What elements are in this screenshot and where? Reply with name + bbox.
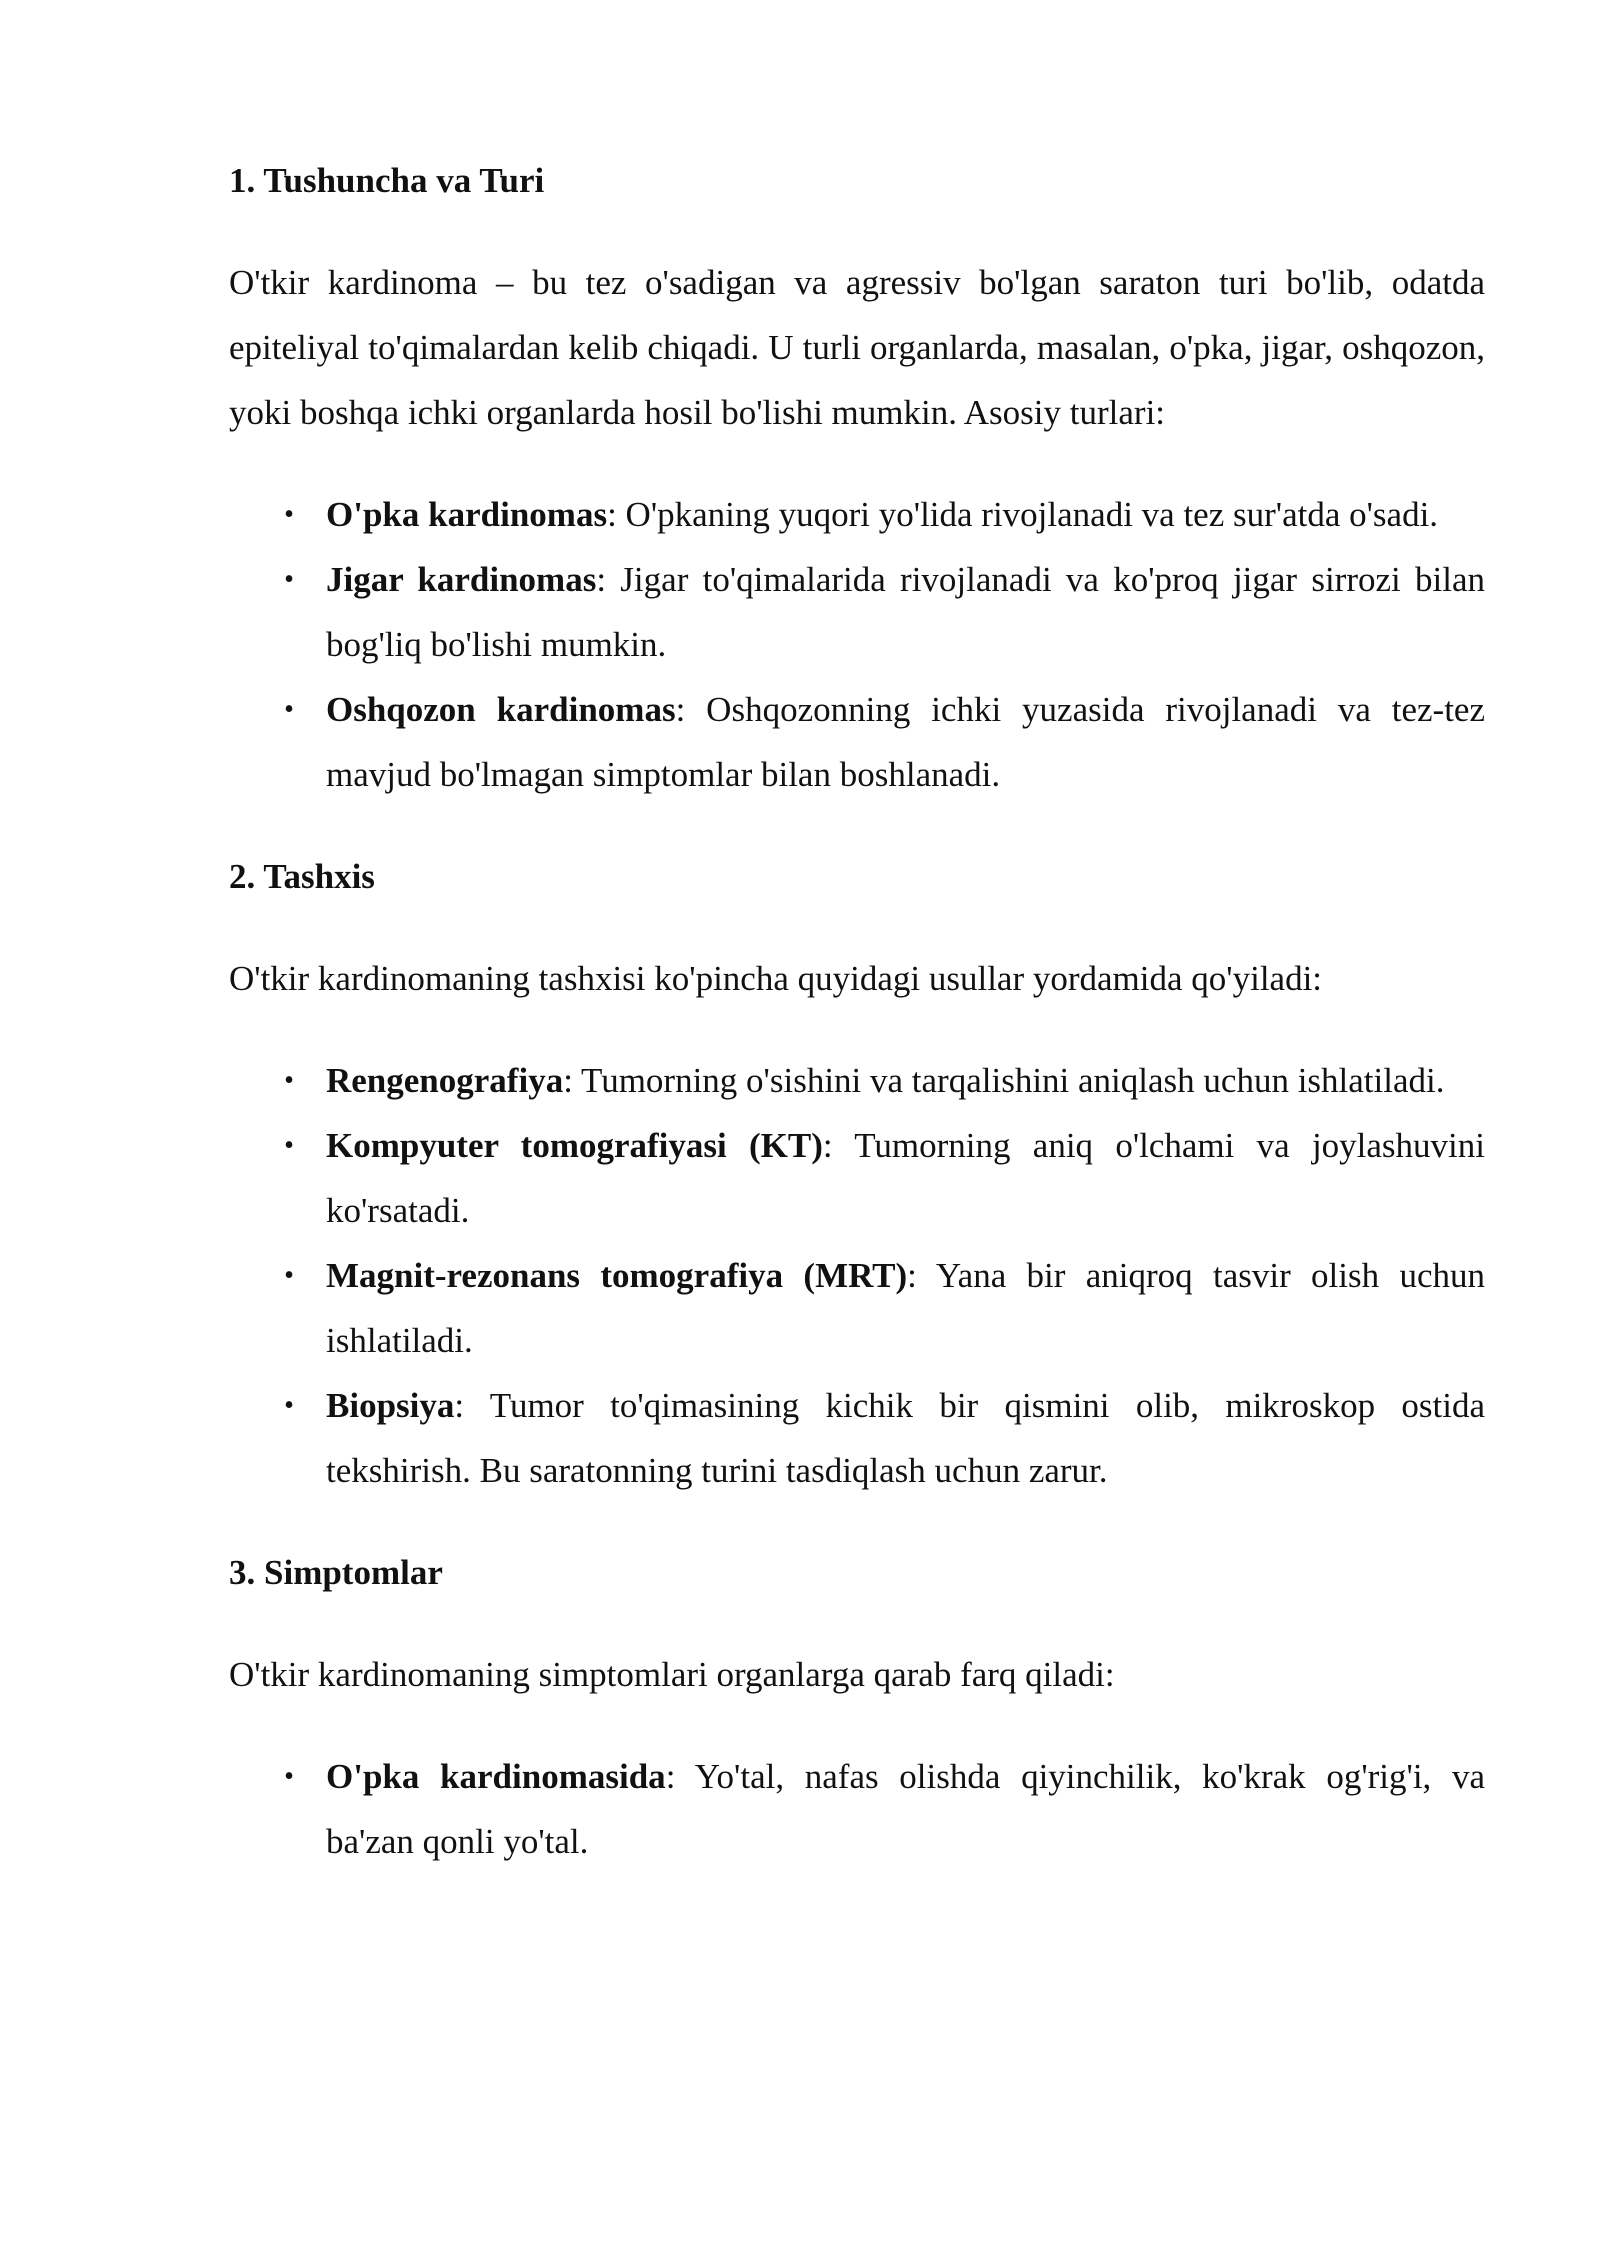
list-item <box>229 1243 1485 1373</box>
list-item <box>229 677 1485 807</box>
section-heading: 3. Simptomlar <box>229 1553 443 1592</box>
bullet-icon: • <box>284 1130 294 1161</box>
section-heading: 2. Tashxis <box>229 857 375 896</box>
list-item-term: Kompyuter tomografiyasi (KT) <box>326 1126 823 1165</box>
bullet-icon: • <box>284 499 294 530</box>
bullet-icon: • <box>284 1761 294 1792</box>
list-item-term: Oshqozon kardinomas <box>326 690 676 729</box>
list-item-term: Magnit-rezonans tomografiya (MRT) <box>326 1256 908 1295</box>
section-intro: O'tkir kardinomaning simptomlari organlarga qarab farq qiladi: <box>229 1655 1115 1694</box>
list-item-term: O'pka kardinomas <box>326 495 608 534</box>
list-item <box>229 547 1485 677</box>
list-item-term: Jigar kardinomas <box>326 560 597 599</box>
section-intro: O'tkir kardinoma – bu tez o'sadigan va agressiv bo'lgan saraton turi bo'lib, odatda epiteliyal to'qimalardan kelib chiqadi. U turli organlarda, masalan, o'pka, jigar, oshqozon, yoki boshqa ichki organlarda hosil bo'lishi mumkin. Asosiy turlari: <box>229 263 1485 432</box>
bullet-list <box>229 482 1485 807</box>
list-item-text: : Tumor to'qimasining kichik bir qismini olib, mikroskop ostida tekshirish. Bu saratonning turini tasdiqlash uchun zarur. <box>326 1386 1485 1490</box>
document-body <box>229 148 1485 1874</box>
list-item-text: : Oshqozonning ichki yuzasida rivojlanadi va tez-tez mavjud bo'lmagan simptomlar bilan boshlanadi. <box>326 690 1485 794</box>
bullet-list <box>229 1744 1485 1874</box>
list-item-text: : Tumorning o'sishini va tarqalishini aniqlash uchun ishlatiladi. <box>563 1061 1445 1100</box>
list-item <box>229 482 1485 547</box>
section-heading: 1. Tushuncha va Turi <box>229 161 545 200</box>
bullet-icon: • <box>284 694 294 725</box>
bullet-icon: • <box>284 1390 294 1421</box>
list-item <box>229 1113 1485 1243</box>
bullet-icon: • <box>284 1065 294 1096</box>
section-intro: O'tkir kardinomaning tashxisi ko'pincha quyidagi usullar yordamida qo'yiladi: <box>229 959 1323 998</box>
list-item-text: : Jigar to'qimalarida rivojlanadi va ko'proq jigar sirrozi bilan bog'liq bo'lishi mumkin. <box>326 560 1485 664</box>
bullet-icon: • <box>284 564 294 595</box>
bullet-list <box>229 1048 1485 1503</box>
list-item-term: O'pka kardinomasida <box>326 1757 666 1796</box>
list-item-term: Rengenografiya <box>326 1061 564 1100</box>
list-item <box>229 1373 1485 1503</box>
list-item-text: : Tumorning aniq o'lchami va joylashuvini ko'rsatadi. <box>326 1126 1485 1230</box>
list-item-text: : Yana bir aniqroq tasvir olish uchun ishlatiladi. <box>326 1256 1485 1360</box>
list-item-term: Biopsiya <box>326 1386 455 1425</box>
list-item <box>229 1744 1485 1874</box>
list-item <box>229 1048 1485 1113</box>
bullet-icon: • <box>284 1260 294 1291</box>
list-item-text: : O'pkaning yuqori yo'lida rivojlanadi va tez sur'atda o'sadi. <box>607 495 1439 534</box>
list-item-text: : Yo'tal, nafas olishda qiyinchilik, ko'krak og'rig'i, va ba'zan qonli yo'tal. <box>326 1757 1486 1861</box>
